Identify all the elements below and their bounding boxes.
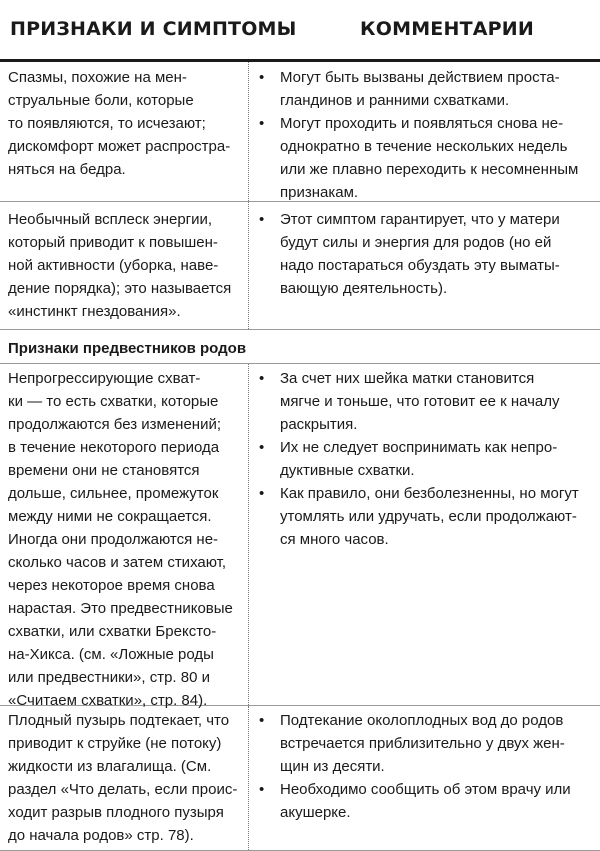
symptom-text: Непрогрессирующие схват- ки — то есть схватки, которые продолжаются без изменений; в течение некоторого периода времени они не становятся дольше, сильнее, промежуток между ними не сокращается. Иногда они продолжаются не- сколько часов и затем стихают, через некоторое время снова нарастая. Это предвестниковые схватки, или схватки Брексто- на-Хикса. (см. «Ложные роды или предвестники», стр. 80 и «Считаем схватки», стр. 84). [8, 370, 233, 709]
header-symptoms: ПРИЗНАКИ И СИМПТОМЫ [10, 18, 297, 40]
comment-item: • Подтекание околоплодных вод до родов встречается приблизительно у двух жен- щин из десяти. [256, 709, 596, 778]
table-row [0, 62, 600, 202]
column-divider [248, 202, 249, 329]
table-header [0, 0, 600, 62]
column-divider [248, 62, 249, 201]
table-row [0, 706, 600, 851]
column-divider [248, 706, 249, 850]
header-comments: КОММЕНТАРИИ [360, 18, 534, 40]
table-row [0, 202, 600, 330]
comment-item: • Могут быть вызваны действием проста- гландинов и ранними схватками. [256, 66, 596, 112]
column-divider [248, 364, 249, 705]
comment-item: • Могут проходить и появляться снова не- однократно в течение нескольких недель или же плавно переходить к несомненным признакам. [256, 112, 596, 204]
comment-list [256, 367, 596, 551]
comment-item: • Их не следует воспринимать как непро- дуктивные схватки. [256, 436, 596, 482]
symptom-text: Плодный пузырь подтекает, что приводит к струйке (не потоку) жидкости из влагалища. (См. раздел «Что делать, если проис- ходит разрыв плодного пузыря до начала родов» стр. 78). [8, 712, 238, 844]
comment-item: • За счет них шейка матки становится мягче и тоньше, что готовит ее к началу раскрытия. [256, 367, 596, 436]
section-header-row [0, 330, 600, 364]
comment-list [256, 208, 596, 300]
comment-list [256, 709, 596, 824]
table-row [0, 364, 600, 709]
comment-item: • Этот симптом гарантирует, что у матери будут силы и энергия для родов (но ей надо постараться обуздать эту выматы- вающую деятельность). [256, 208, 596, 300]
symptom-text: Необычный всплеск энергии, который приводит к повышен- ной активности (уборка, наве- дение порядка); это называется «инстинкт гнездования». [8, 211, 232, 320]
symptom-text: Спазмы, похожие на мен- струальные боли, которые то появляются, то исчезают; дискомфорт может распростра- няться на бедра. [8, 69, 231, 178]
section-title: Признаки предвестников родов [8, 340, 247, 357]
comment-list [256, 66, 596, 204]
comment-item: • Необходимо сообщить об этом врачу или акушерке. [256, 778, 596, 824]
comment-item: • Как правило, они безболезненны, но могут утомлять или удручать, если продолжают- ся много часов. [256, 482, 596, 551]
